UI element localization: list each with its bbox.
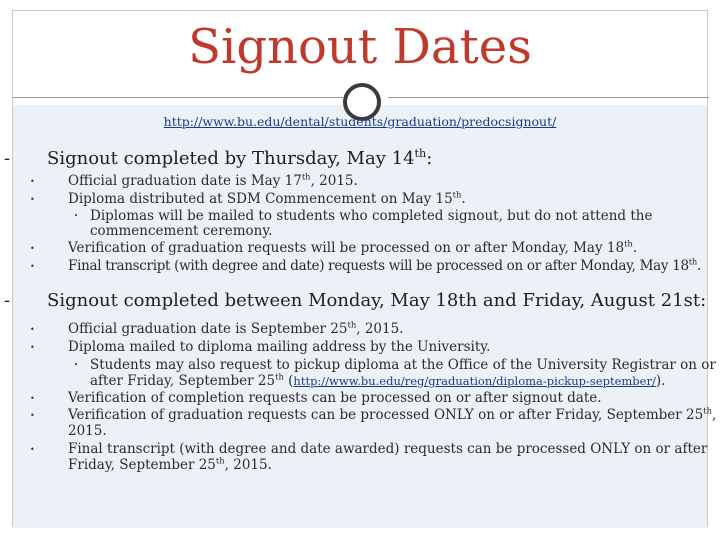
signout-url-link[interactable]: http://www.bu.edu/dental/students/graduation/predocsignout/: [163, 114, 557, 129]
s2-bullet1: Official graduation date is September 25th, 2015.: [68, 319, 404, 337]
s1-bullet4: Final transcript (with degree and date) requests will be processed on or after Monday, May 18th.: [68, 256, 701, 274]
section1-heading-text: Signout completed by Thursday, May 14: [47, 148, 415, 169]
divider-left: [13, 97, 343, 98]
dash-bullet-icon: -: [4, 148, 11, 169]
s2-bullet3: Verification of completion requests can be processed on or after signout date.: [68, 390, 602, 406]
s1-bullet2: Diploma distributed at SDM Commencement on May 15th.: [68, 189, 466, 207]
s2-bullet5-line2: Friday, September 25th, 2015.: [68, 455, 272, 473]
s1-sub1-line2: commencement ceremony.: [90, 223, 273, 239]
slide-title: Signout Dates: [188, 19, 532, 75]
section1-heading-sup: th: [414, 147, 427, 160]
section2-heading-text: Signout completed between Monday, May 18th and Friday, August 21st:: [47, 290, 707, 311]
bullet-icon: •: [30, 244, 35, 253]
dash-bullet-icon: -: [4, 290, 11, 311]
s2-sub1-line2: after Friday, September 25th (http://www.bu.edu/reg/graduation/diploma-pickup-september/).: [90, 371, 666, 389]
bullet-icon: •: [30, 394, 35, 403]
s1-bullet3: Verification of graduation requests will be processed on or after Monday, May 18th.: [68, 238, 638, 256]
s1-bullet1: Official graduation date is May 17th, 2015.: [68, 171, 358, 189]
bullet-icon: •: [30, 445, 35, 454]
s2-sub1-line1: Students may also request to pickup diploma at the Office of the University Registrar on or: [90, 357, 716, 373]
diploma-pickup-link[interactable]: http://www.bu.edu/reg/graduation/diploma-pickup-september/: [293, 374, 656, 388]
bullet-icon: •: [30, 195, 35, 204]
s1-sub1-line1: Diplomas will be mailed to students who completed signout, but do not attend the: [90, 208, 653, 224]
bullet-icon: •: [30, 262, 35, 271]
s2-bullet4-line1: Verification of graduation requests can be processed ONLY on or after Friday, September 25th,: [68, 405, 717, 423]
bullet-icon: •: [30, 411, 35, 420]
s2-bullet2: Diploma mailed to diploma mailing address by the University.: [68, 339, 491, 355]
divider-right: [388, 97, 709, 98]
sub-bullet-icon: •: [74, 361, 79, 369]
s2-bullet4-line2: 2015.: [68, 423, 107, 439]
bullet-icon: •: [30, 325, 35, 334]
bullet-icon: •: [30, 343, 35, 352]
sub-bullet-icon: •: [74, 212, 79, 220]
s2-bullet5-line1: Final transcript (with degree and date awarded) requests can be processed ONLY on or after: [68, 441, 708, 457]
bullet-icon: •: [30, 177, 35, 186]
section1-heading-suffix: :: [426, 148, 433, 169]
